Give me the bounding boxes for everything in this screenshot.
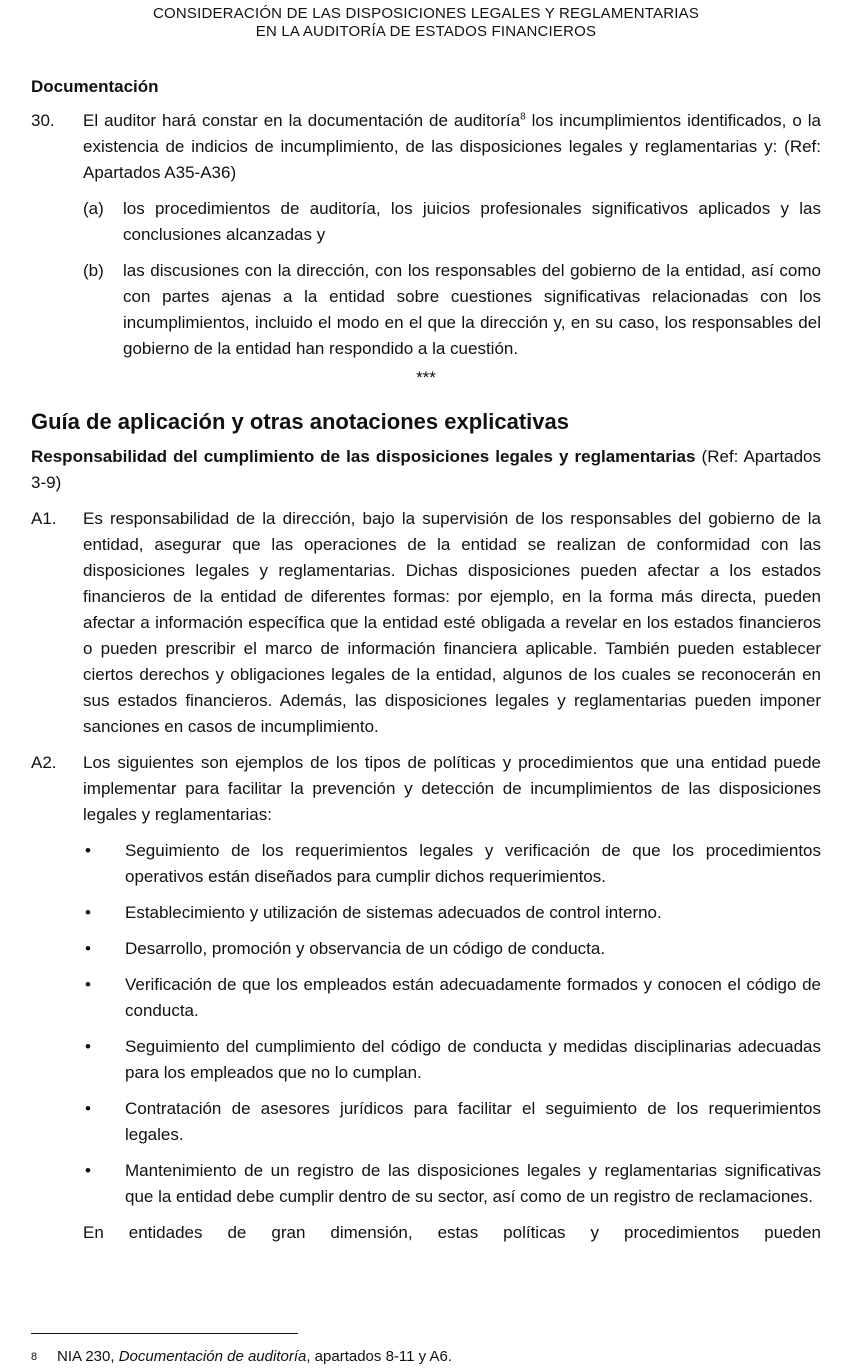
footnote-text <box>57 1347 452 1367</box>
paragraph-text: Es responsabilidad de la dirección, bajo la supervisión de los responsables del gobierno de la entidad, asegurar que las operaciones de la entidad se realizan de conformidad con las disposiciones legales y reglamentarias. Dichas disposiciones pueden afectar a los estados financieros de la entidad de diferentes formas: por ejemplo, en la forma más directa, pueden afectar a información específica que la entidad esté obligada a revelar en los estados financieros o pueden prescribir el marco de información financiera aplicable. También pueden establecer ciertos derechos y obligaciones legales de la entidad, algunos de los cuales se reconocerán en sus estados financieros. Además, las disposiciones legales y reglamentarias pueden imponer sanciones en casos de incumplimiento. <box>83 509 821 736</box>
footnote-number: 8 <box>31 1351 38 1363</box>
subsection-heading-bold: Responsabilidad del cumplimiento de las disposiciones legales y reglamentarias <box>31 447 696 466</box>
bullet-text: Mantenimiento de un registro de las disposiciones legales y reglamentarias significativas que la entidad debe cumplir dentro de su sector, así como de un registro de reclamaciones. <box>125 1161 821 1206</box>
footnote-cited-title: Documentación de auditoría <box>118 1348 307 1365</box>
paragraph-30 <box>31 108 821 186</box>
bullet-text: Desarrollo, promoción y observancia de un código de conducta. <box>125 939 606 958</box>
subsection-heading <box>31 444 821 496</box>
footnote <box>31 1347 452 1367</box>
bullet-item <box>83 1158 821 1210</box>
list-item-text: los procedimientos de auditoría, los juicios profesionales significativos aplicados y las conclusiones alcanzadas y <box>123 199 821 244</box>
list-item-label: (a) <box>83 199 104 218</box>
section-separator: *** <box>416 368 436 387</box>
section-title-guide: Guía de aplicación y otras anotaciones explicativas <box>31 409 569 434</box>
bullet-glyph: • <box>85 939 91 958</box>
bullet-text: Establecimiento y utilización de sistemas adecuados de control interno. <box>125 903 662 922</box>
paragraph-text-part: los incumplimientos identificados, o la existencia de indicios de incumplimiento, de las disposiciones legales y reglamentarias y: (Ref: Apartados A35-A36) <box>83 111 821 182</box>
paragraph-text <box>83 108 821 186</box>
paragraph-number: 30. <box>31 111 55 130</box>
paragraph-a2 <box>31 750 821 828</box>
section-title-documentation: Documentación <box>31 77 159 96</box>
bullet-glyph: • <box>85 1099 91 1118</box>
running-header <box>31 5 821 41</box>
footnote-text-part: , apartados 8-11 y A6. <box>306 1348 452 1365</box>
footnote-divider <box>31 1333 298 1334</box>
bullet-text: Seguimiento del cumplimiento del código de conducta y medidas disciplinarias adecuadas para los empleados que no lo cumplan. <box>125 1037 821 1082</box>
header-line-1: CONSIDERACIÓN DE LAS DISPOSICIONES LEGALES Y REGLAMENTARIAS <box>152 5 700 22</box>
bullet-glyph: • <box>85 975 91 994</box>
footnote-reference: 8 <box>520 111 526 123</box>
bullet-glyph: • <box>85 903 91 922</box>
footnote-text-part: NIA 230, <box>57 1348 119 1365</box>
list-item-text: las discusiones con la dirección, con los responsables del gobierno de la entidad, así como con partes ajenas a la entidad sobre cuestiones significativas relacionadas con los incumplimientos, incluido el modo en el que la dirección y, en su caso, los responsables del gobierno de la entidad han respondido a la cuestión. <box>123 261 821 358</box>
paragraph-a1 <box>31 506 821 740</box>
bullet-item <box>83 1034 821 1086</box>
paragraph-number: A2. <box>31 753 57 772</box>
bullet-item <box>83 972 821 1024</box>
bullet-glyph: • <box>85 841 91 860</box>
bullet-text: Verificación de que los empleados están adecuadamente formados y conocen el código de conducta. <box>125 975 821 1020</box>
paragraph-number: A1. <box>31 509 57 528</box>
paragraph-text-part: El auditor hará constar en la documentación de auditoría <box>83 111 521 130</box>
continuation-text: En entidades de gran dimensión, estas políticas y procedimientos pueden <box>83 1223 821 1242</box>
list-item-b <box>83 258 821 362</box>
bullet-text: Contratación de asesores jurídicos para facilitar el seguimiento de los requerimientos legales. <box>125 1099 821 1144</box>
bullet-glyph: • <box>85 1037 91 1056</box>
document-page <box>31 0 821 1246</box>
subsection-reference: (Ref: Apartados 3-9) <box>31 447 822 492</box>
list-item-a <box>83 196 821 248</box>
paragraph-text: Los siguientes son ejemplos de los tipos de políticas y procedimientos que una entidad puede implementar para facilitar la prevención y detección de incumplimientos de las disposiciones legales y reglamentarias: <box>83 753 821 824</box>
bullet-text: Seguimiento de los requerimientos legales y verificación de que los procedimientos operativos están diseñados para cumplir dichos requerimientos. <box>125 841 821 886</box>
list-item-label: (b) <box>83 261 104 280</box>
bullet-glyph: • <box>85 1161 91 1180</box>
bullet-item <box>83 1096 821 1148</box>
header-line-2: EN LA AUDITORÍA DE ESTADOS FINANCIEROS <box>255 23 597 40</box>
bullet-item <box>83 936 821 962</box>
bullet-item <box>83 838 821 890</box>
bullet-item <box>83 900 821 926</box>
